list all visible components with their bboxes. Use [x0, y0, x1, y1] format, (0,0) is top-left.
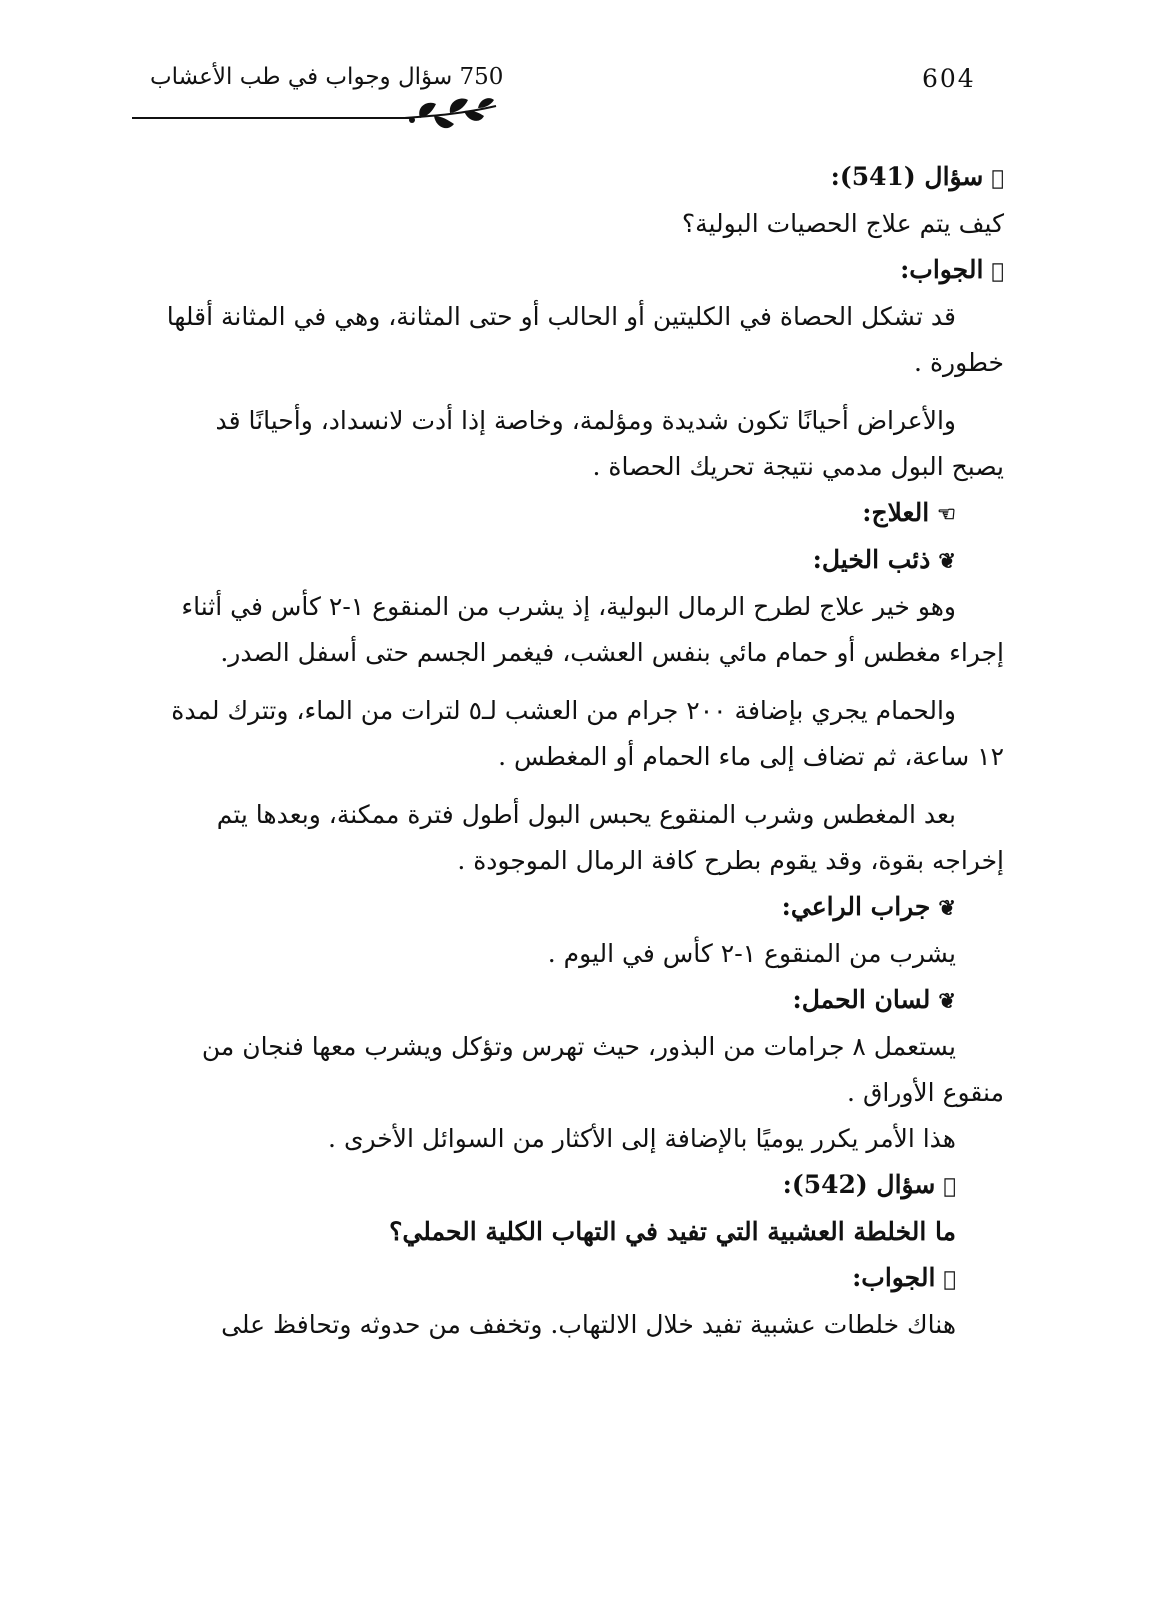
- running-header-title: 750 سؤال وجواب في طب الأعشاب: [150, 64, 504, 90]
- herb-plantain-heading: [132, 977, 1004, 1024]
- page-content: [132, 154, 1004, 1348]
- herb-shepherds-purse-label: جراب الراعي:: [781, 890, 931, 919]
- apple-icon: [943, 1163, 956, 1209]
- apple-icon: [991, 155, 1004, 201]
- paragraph-line: بعد المغطس وشرب المنقوع يحبس البول أطول فترة ممكنة، وبعدها يتم: [216, 798, 956, 827]
- question-541-heading: [132, 154, 1004, 201]
- paragraph-line: قد تشكل الحصاة في الكليتين أو الحالب أو حتى المثانة، وهي في المثانة أقلها: [166, 300, 956, 329]
- paragraph-line: والأعراض أحيانًا تكون شديدة ومؤلمة، وخاصة إذا أدت لانسداد، وأحيانًا قد: [215, 404, 956, 433]
- paragraph-line: هذا الأمر يكرر يوميًا بالإضافة إلى الأكثار من السوائل الأخرى .: [328, 1122, 956, 1151]
- paragraph-line: والحمام يجري بإضافة ٢٠٠ جرام من العشب لـ٥ لترات من الماء، وتترك لمدة: [171, 694, 956, 723]
- answer-542-label: الجواب:: [864, 1260, 948, 1289]
- paragraph-line: يصبح البول مدمي نتيجة تحريك الحصاة .: [592, 450, 1004, 479]
- herb-plantain-label: لسان الحمل:: [792, 983, 931, 1012]
- question-541-label: سؤال (541):: [843, 162, 996, 191]
- paragraph-line: إجراء مغطس أو حمام مائي بنفس العشب، فيغمر الجسم حتى أسفل الصدر.: [220, 636, 1004, 665]
- question-542-text: ما الخلطة العشبية التي تفيد في التهاب الكلية الحملي؟: [389, 1214, 956, 1243]
- apple-icon: [991, 248, 1004, 294]
- paragraph-line: خطورة .: [914, 346, 1004, 375]
- question-541-text: كيف يتم علاج الحصيات البولية؟: [681, 208, 1004, 237]
- paragraph-line: ١٢ ساعة، ثم تضاف إلى ماء الحمام أو المغطس .: [498, 740, 1004, 769]
- herb-horsetail-heading: [132, 537, 1004, 584]
- treatment-label: العلاج:: [862, 496, 930, 525]
- leaf-bullet-icon: ❦: [938, 893, 956, 918]
- herb-horsetail-label: ذئب الخيل:: [812, 543, 931, 572]
- leaf-bullet-icon: ❦: [938, 986, 956, 1011]
- page-number: 604: [922, 64, 976, 93]
- leaf-bullet-icon: ❦: [938, 546, 956, 571]
- question-542-heading: [132, 1162, 1004, 1209]
- header-rule: [132, 117, 412, 119]
- paragraph-line: هناك خلطات عشبية تفيد خلال الالتهاب. وتخفف من حدوثه وتحافظ على: [221, 1306, 956, 1335]
- answer-541-label: الجواب:: [912, 254, 996, 283]
- apple-icon: [943, 1256, 956, 1302]
- paragraph-line: إخراجه بقوة، وقد يقوم بطرح كافة الرمال الموجودة .: [457, 844, 1004, 873]
- paragraph-line: وهو خير علاج لطرح الرمال البولية، إذ يشرب من المنقوع ١-٢ كأس في أثناء: [181, 590, 956, 619]
- question-542-label: سؤال (542):: [795, 1168, 948, 1197]
- herb-shepherds-purse-heading: [132, 884, 1004, 931]
- paragraph-line: يستعمل ٨ جرامات من البذور، حيث تهرس وتؤكل ويشرب معها فنجان من: [201, 1030, 956, 1059]
- leaf-branch-icon: [402, 94, 498, 134]
- treatment-heading: [132, 490, 1004, 537]
- hand-pointer-icon: ☜: [937, 499, 956, 524]
- paragraph-line: يشرب من المنقوع ١-٢ كأس في اليوم .: [547, 937, 956, 966]
- paragraph-line: منقوع الأوراق .: [847, 1076, 1004, 1105]
- answer-541-heading: [132, 247, 1004, 294]
- answer-542-heading: [132, 1255, 1004, 1302]
